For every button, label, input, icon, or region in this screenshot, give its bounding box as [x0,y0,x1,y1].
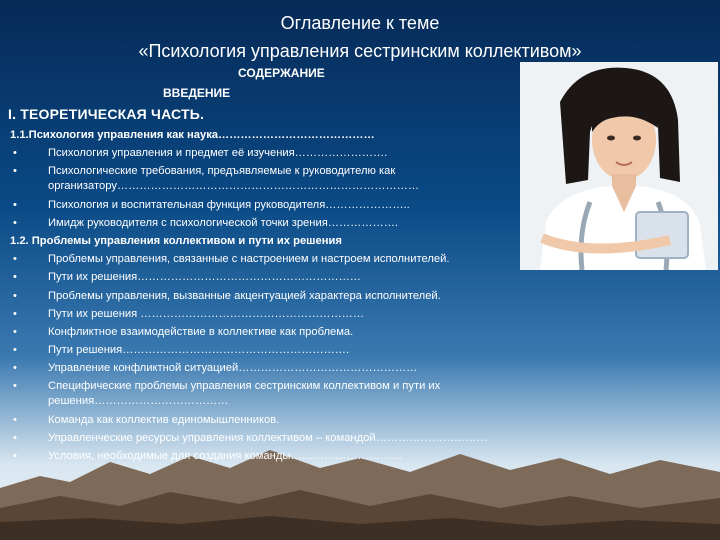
bullet-marker: • [13,325,17,338]
toc-item [10,216,590,231]
bullet-marker: • [13,431,17,444]
toc-item [10,431,590,446]
toc-item [10,413,590,428]
bullet-marker: • [13,271,17,284]
bullet-marker: • [13,307,17,320]
toc-item [10,198,590,213]
bullet-marker: • [13,216,17,229]
toc-text: Психологические требования, предъявляемые к руководителю как организатору……………………………………………………………………… [48,165,420,193]
section-title: I. ТЕОРЕТИЧЕСКАЯ ЧАСТЬ. [8,106,205,122]
bullet-marker: • [13,344,17,357]
toc-item [10,379,590,409]
toc-text: Проблемы управления, вызванные акцентуацией характера исполнителей. [48,289,441,302]
bullet-marker: • [13,147,17,160]
bullet-marker: • [13,450,17,462]
toc-text: Пути их решения…………………………………………………… [48,271,361,284]
toc-text: Команда как коллектив единомышленников. [48,413,280,426]
toc-item [10,146,590,161]
bullet-marker: • [13,253,17,266]
bullet-marker: • [13,362,17,375]
bullet-marker: • [13,289,17,302]
toc-text: Психология управления и предмет её изучения……………………. [48,147,388,160]
bullet-marker: • [13,380,17,393]
toc-text: Психология и воспитательная функция руководителя………………….. [48,198,410,211]
toc-text: 1.1.Психология управления как наука…………………………………… [10,129,375,141]
toc-text: Пути решения……………………………………………………. [48,344,350,357]
toc-item [10,289,590,304]
bullet-marker: • [13,198,17,211]
toc-item [10,449,590,464]
toc-item [10,307,590,322]
title-line-1: Оглавление к теме [280,13,440,33]
toc-item [10,164,590,194]
toc-text: Специфические проблемы управления сестринским коллективом и пути их решения……………………………… [48,380,441,408]
toc-heading [10,128,590,143]
toc-text: Управление конфликтной ситуацией………………………………………… [48,362,418,375]
bullet-marker: • [13,413,17,426]
toc-text: Конфликтное взаимодействие в коллективе как проблема. [48,325,354,338]
title-line-2: «Психология управления сестринским коллективом» [138,41,582,61]
toc-text: Пути их решения …………………………………………………… [48,307,365,320]
toc-item [10,325,590,340]
contents-heading: СОДЕРЖАНИЕ [238,66,325,80]
toc-text: Условия, необходимые для создания команды………………………… [48,450,403,462]
toc-item [10,361,590,376]
toc-heading [10,234,590,249]
toc-item [10,343,590,358]
table-of-contents [10,128,590,467]
toc-item [10,270,590,285]
bullet-marker: • [13,165,17,178]
toc-item [10,252,590,267]
intro-heading: ВВЕДЕНИЕ [163,86,231,100]
toc-text: Имидж руководителя с психологической точки зрения………………. [48,216,398,229]
toc-text: 1.2. Проблемы управления коллективом и пути их решения [10,234,342,247]
toc-text: Проблемы управления, связанные с настроением и настроем исполнителей. [48,253,450,266]
toc-text: Управленческие ресурсы управления коллективом – командой………………………… [48,431,488,444]
